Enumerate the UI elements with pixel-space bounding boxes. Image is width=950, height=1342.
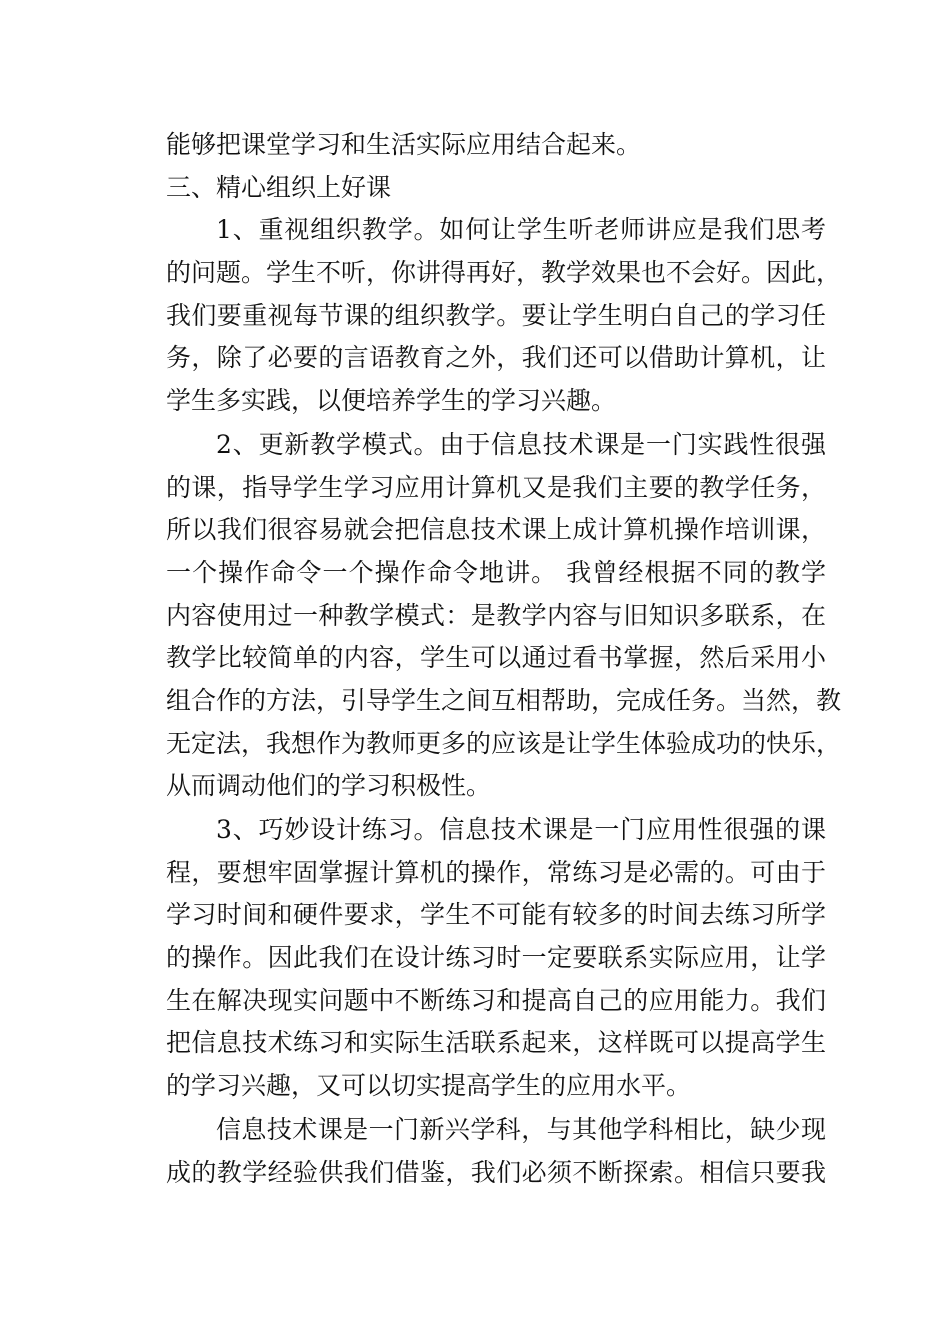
paragraph-line: 教学比较简单的内容，学生可以通过看书掌握，然后采用小 bbox=[166, 643, 826, 673]
paragraph-line: 从而调动他们的学习积极性。 bbox=[166, 771, 492, 801]
paragraph-line: 生在解决现实问题中不断练习和提高自己的应用能力。我们 bbox=[166, 985, 826, 1015]
paragraph-line: 的课，指导学生学习应用计算机又是我们主要的教学任务， bbox=[166, 472, 826, 502]
paragraph-line: 2、更新教学模式。由于信息技术课是一门实践性很强 bbox=[216, 429, 826, 459]
paragraph-line: 务，除了必要的言语教育之外，我们还可以借助计算机，让 bbox=[166, 343, 826, 373]
paragraph-line: 3、巧妙设计练习。信息技术课是一门应用性很强的课 bbox=[216, 815, 826, 844]
paragraph-line: 能够把课堂学习和生活实际应用结合起来。 bbox=[166, 130, 642, 159]
paragraph-line: 1、重视组织教学。如何让学生听老师讲应是我们思考 bbox=[216, 215, 826, 245]
paragraph-line: 我们要重视每节课的组织教学。要让学生明白自己的学习任 bbox=[166, 300, 826, 330]
paragraph-line: 无定法，我想作为教师更多的应该是让学生体验成功的快乐， bbox=[166, 728, 842, 758]
document-body bbox=[166, 124, 842, 1194]
paragraph-line: 学生多实践，以便培养学生的学习兴趣。 bbox=[166, 386, 617, 416]
paragraph-line: 一个操作命令一个操作命令地讲。 我曾经根据不同的教学 bbox=[166, 557, 826, 587]
paragraph-line: 的学习兴趣，又可以切实提高学生的应用水平。 bbox=[166, 1071, 692, 1101]
paragraph-line: 成的教学经验供我们借鉴，我们必须不断探索。相信只要我 bbox=[166, 1157, 826, 1187]
paragraph-line: 的问题。学生不听，你讲得再好，教学效果也不会好。因此， bbox=[166, 258, 842, 288]
paragraph-line: 把信息技术练习和实际生活联系起来，这样既可以提高学生 bbox=[166, 1028, 826, 1058]
paragraph-line: 的操作。因此我们在设计练习时一定要联系实际应用，让学 bbox=[166, 943, 826, 973]
paragraph-line: 程，要想牢固掌握计算机的操作，常练习是必需的。可由于 bbox=[166, 857, 826, 887]
paragraph-line: 组合作的方法，引导学生之间互相帮助，完成任务。当然，教 bbox=[166, 685, 842, 715]
paragraph-line: 内容使用过一种教学模式：是教学内容与旧知识多联系，在 bbox=[166, 600, 826, 630]
paragraph-line: 信息技术课是一门新兴学科，与其他学科相比，缺少现 bbox=[216, 1114, 826, 1144]
paragraph-line: 所以我们很容易就会把信息技术课上成计算机操作培训课， bbox=[166, 515, 826, 545]
paragraph-line: 学习时间和硬件要求，学生不可能有较多的时间去练习所学 bbox=[166, 900, 826, 930]
section-heading: 三、精心组织上好课 bbox=[166, 172, 392, 202]
